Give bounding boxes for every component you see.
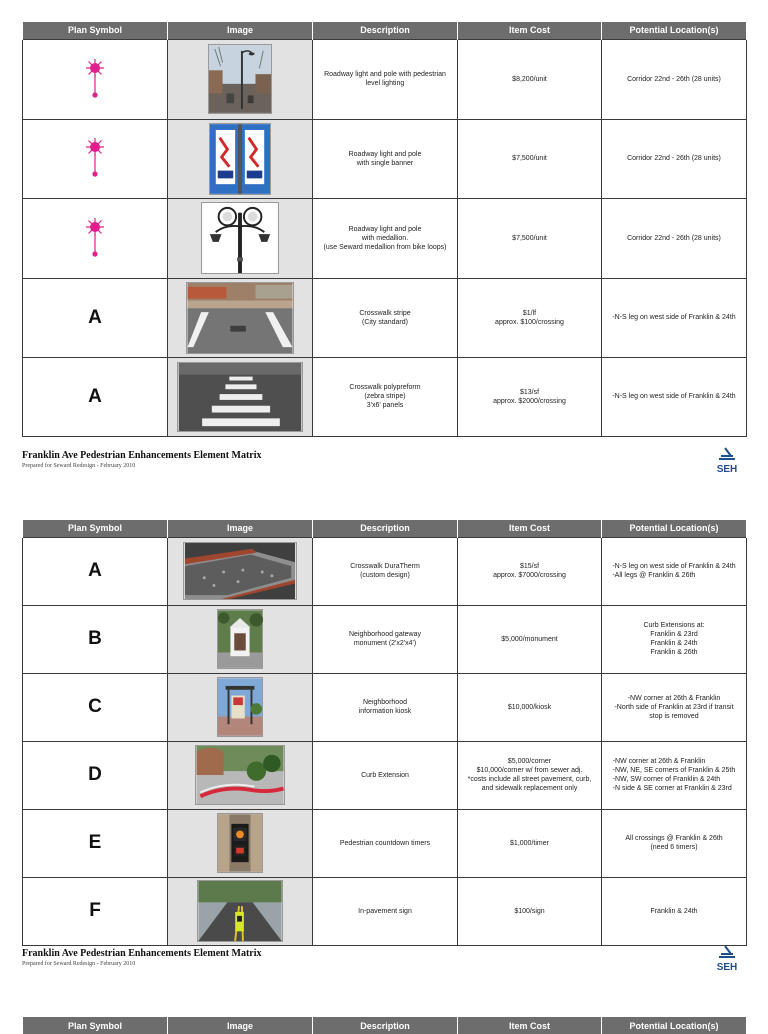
- plan-symbol-cell: [23, 537, 168, 605]
- image-cell: [168, 537, 313, 605]
- location-cell: -N-S leg on west side of Franklin & 24th: [602, 357, 747, 436]
- description-cell: Neighborhood information kiosk: [313, 673, 458, 741]
- seh-logo-mark-icon: [717, 446, 737, 460]
- plan-symbol-letter: D: [88, 764, 102, 785]
- document-subtitle: Prepared for Seward Redesign - February 2010: [22, 961, 136, 967]
- duratherm-crosswalk-photo: [183, 542, 297, 600]
- plan-symbol-letter: A: [88, 560, 102, 581]
- curb-extension-photo: [195, 745, 285, 805]
- table-row: [23, 357, 747, 436]
- seh-logo-text: SEH: [716, 464, 738, 475]
- plan-symbol-letter: A: [88, 306, 102, 328]
- plan-symbol-letter: F: [89, 900, 101, 921]
- plan-symbol-cell: [23, 119, 168, 198]
- streetlight-symbol-icon: [83, 135, 107, 179]
- item-cost-cell: $7,500/unit: [458, 119, 602, 198]
- location-cell: Corridor 22nd - 26th (28 units): [602, 119, 747, 198]
- table-row: [23, 809, 747, 877]
- plan-symbol-cell: [23, 278, 168, 357]
- crosswalk-polypreform-photo: [177, 362, 303, 432]
- information-kiosk-photo: [217, 677, 263, 737]
- seh-logo-mark-icon: [717, 944, 737, 958]
- image-cell: [168, 39, 313, 119]
- item-cost-cell: $15/sf approx. $7000/crossing: [458, 537, 602, 605]
- seh-logo-text: SEH: [716, 962, 738, 973]
- header-item-cost: Item Cost: [458, 520, 602, 537]
- plan-symbol-cell: [23, 605, 168, 673]
- seh-logo: [712, 446, 742, 476]
- plan-symbol-letter: A: [88, 385, 102, 407]
- description-cell: Roadway light and pole with pedestrian level lighting: [313, 39, 458, 119]
- element-matrix-table-2: [22, 520, 747, 946]
- header-potential-locations: Potential Location(s): [602, 22, 747, 39]
- description-cell: In-pavement sign: [313, 877, 458, 945]
- location-cell: Corridor 22nd - 26th (28 units): [602, 198, 747, 278]
- item-cost-cell: $1,000/timer: [458, 809, 602, 877]
- description-cell: Roadway light and pole with single banner: [313, 119, 458, 198]
- header-plan-symbol: Plan Symbol: [23, 22, 168, 39]
- element-matrix-table-1: [22, 22, 747, 437]
- header-plan-symbol: Plan Symbol: [23, 1017, 168, 1034]
- item-cost-cell: $8,200/unit: [458, 39, 602, 119]
- plan-symbol-cell: [23, 673, 168, 741]
- location-cell: -NW corner at 26th & Franklin -North side of Franklin at 23rd if transit stop is removed: [602, 673, 747, 741]
- table-row: [23, 278, 747, 357]
- header-description: Description: [313, 1017, 458, 1034]
- plan-symbol-letter: B: [88, 628, 102, 649]
- plan-symbol-cell: [23, 877, 168, 945]
- header-potential-locations: Potential Location(s): [602, 520, 747, 537]
- item-cost-cell: $5,000/monument: [458, 605, 602, 673]
- image-cell: [168, 278, 313, 357]
- header-image: Image: [168, 520, 313, 537]
- description-cell: Crosswalk polypreform (zebra stripe) 3'x6' panels: [313, 357, 458, 436]
- table-header-row: [23, 520, 747, 537]
- table-row: [23, 537, 747, 605]
- plan-symbol-cell: [23, 357, 168, 436]
- table-row: [23, 39, 747, 119]
- table-row: [23, 741, 747, 809]
- image-cell: [168, 198, 313, 278]
- streetlight-symbol-icon: [83, 215, 107, 259]
- document-title: Franklin Ave Pedestrian Enhancements Element Matrix: [22, 948, 262, 959]
- document-subtitle: Prepared for Seward Redesign - February 2010: [22, 463, 136, 469]
- header-item-cost: Item Cost: [458, 1017, 602, 1034]
- description-cell: Neighborhood gateway monument (2'x2'x4'): [313, 605, 458, 673]
- plan-symbol-cell: [23, 39, 168, 119]
- item-cost-cell: $13/sf approx. $2000/crossing: [458, 357, 602, 436]
- table-row: [23, 198, 747, 278]
- plan-symbol-letter: C: [88, 696, 102, 717]
- location-cell: -N-S leg on west side of Franklin & 24th -All legs @ Franklin & 26th: [602, 537, 747, 605]
- header-item-cost: Item Cost: [458, 22, 602, 39]
- streetlight-symbol-icon: [83, 56, 107, 100]
- gateway-monument-photo: [217, 609, 263, 669]
- table-row: [23, 877, 747, 945]
- countdown-timer-photo: [217, 813, 263, 873]
- header-potential-locations: Potential Location(s): [602, 1017, 747, 1034]
- image-cell: [168, 673, 313, 741]
- image-cell: [168, 877, 313, 945]
- plan-symbol-letter: E: [88, 832, 102, 853]
- table-row: [23, 119, 747, 198]
- image-cell: [168, 119, 313, 198]
- location-cell: -NW corner at 26th & Franklin -NW, NE, SE corners of Franklin & 25th -NW, SW corner of Franklin & 24th -N side & SE corner at Franklin & 23rd: [602, 741, 747, 809]
- item-cost-cell: $1/lf approx. $100/crossing: [458, 278, 602, 357]
- location-cell: -N-S leg on west side of Franklin & 24th: [602, 278, 747, 357]
- description-cell: Pedestrian countdown timers: [313, 809, 458, 877]
- header-description: Description: [313, 520, 458, 537]
- header-description: Description: [313, 22, 458, 39]
- in-pavement-sign-photo: [197, 880, 283, 942]
- item-cost-cell: $5,000/corner $10,000/corner w/ from sewer adj. *costs include all street pavement, curb, and sidewalk replacement only: [458, 741, 602, 809]
- location-cell: Franklin & 24th: [602, 877, 747, 945]
- plan-symbol-cell: [23, 809, 168, 877]
- table-header-row: [23, 22, 747, 39]
- element-matrix-table-3: [22, 1017, 747, 1034]
- header-image: Image: [168, 1017, 313, 1034]
- location-cell: All crossings @ Franklin & 26th (need 6 timers): [602, 809, 747, 877]
- item-cost-cell: $7,500/unit: [458, 198, 602, 278]
- banner-pole-photo: [209, 123, 271, 195]
- plan-symbol-cell: [23, 741, 168, 809]
- street-lamp-photo: [208, 44, 272, 114]
- image-cell: [168, 809, 313, 877]
- item-cost-cell: $100/sign: [458, 877, 602, 945]
- item-cost-cell: $10,000/kiosk: [458, 673, 602, 741]
- description-cell: Roadway light and pole with medallion. (use Seward medallion from bike loops): [313, 198, 458, 278]
- table-row: [23, 673, 747, 741]
- crosswalk-stripe-photo: [186, 282, 294, 354]
- description-cell: Crosswalk DuraTherm (custom design): [313, 537, 458, 605]
- image-cell: [168, 357, 313, 436]
- header-plan-symbol: Plan Symbol: [23, 520, 168, 537]
- description-cell: Crosswalk stripe (City standard): [313, 278, 458, 357]
- location-cell: Curb Extensions at: Franklin & 23rd Franklin & 24th Franklin & 26th: [602, 605, 747, 673]
- table-header-row: [23, 1017, 747, 1034]
- image-cell: [168, 605, 313, 673]
- table-row: [23, 605, 747, 673]
- plan-symbol-cell: [23, 198, 168, 278]
- image-cell: [168, 741, 313, 809]
- document-title: Franklin Ave Pedestrian Enhancements Element Matrix: [22, 450, 262, 461]
- header-image: Image: [168, 22, 313, 39]
- medallion-pole-photo: [201, 202, 279, 274]
- description-cell: Curb Extension: [313, 741, 458, 809]
- location-cell: Corridor 22nd - 26th (28 units): [602, 39, 747, 119]
- seh-logo: [712, 944, 742, 974]
